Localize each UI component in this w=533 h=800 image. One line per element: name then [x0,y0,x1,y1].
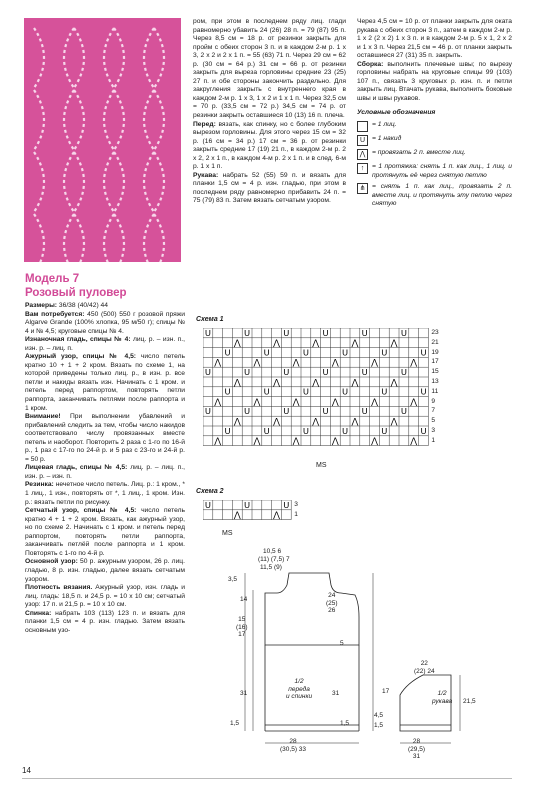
chart-symbol: ⋀ [253,435,261,446]
col2-paragraph [193,18,346,121]
paragraph-text: вязать, как спинку, но с более глубоким вырезом горловины. Для этого через 15 см = 32 р. (16 см = 34 р.) 17 см = 36 р. от резинки закрыть средние 17 (19) 21 п., в каждом 2-м р. 2 х 2, 2 х 1 п., в каждом 4-м р. 2 х 1 п. и в след. 6-м р. 1 х 1 п. [193,120,346,171]
paragraph-text: 50 р. ажурным узором, 26 р. лиц. гладью, 8 р. изн. гладью, далее вязать сетчатым узором. [25,558,185,583]
dim-top-3: 11,5 (9) [260,564,282,571]
dim-bottom: 28 (30,5) 33 [280,738,307,753]
yarn-over-icon: U [357,135,368,146]
col2-paragraph [193,172,346,206]
chart-symbol: U [322,328,329,338]
chart-symbol: U [420,347,427,358]
paragraph-label: Перед: [193,120,216,128]
chart-symbol: ⋀ [292,435,300,446]
chart-symbol: ⋀ [390,416,398,427]
chart-symbol: U [361,367,368,378]
paragraph-label: Сборка: [357,60,384,68]
legend-item [357,163,512,180]
paragraph-text: набрать 103 (113) 123 п. и вязать для планки 1,5 см = 4 р. изн. гладью. Затем вязать основным узо- [25,609,185,634]
chart-symbol: U [283,367,290,378]
row-number: 19 [431,348,439,356]
sleeve-bottom-dims: 28 (29,5) 31 [408,738,425,760]
chart-symbol: U [400,328,407,338]
chart-symbol: U [381,425,388,436]
schema-1-ms: MS [316,462,327,469]
dim-31-left: 31 [240,690,248,697]
dim-1-5-right: 1,5 [340,720,350,727]
chart-symbol: U [381,386,388,397]
row-number: 21 [431,338,439,346]
paragraph-text: число петель кратно 10 + 1 + 2 кром. Вязать по схеме 1, на которой приведены только лиц. р., в изн. р. все петли и накиды вязать изн. Начинать с 1 кром. и петель перед раппортом, повторять петли раппорта, заканчивать петлями после раппорта и 1 кром. [25,353,185,412]
col2-paragraph [193,121,346,172]
schema-2-chart [203,500,298,525]
chart-symbol: ⋀ [331,435,339,446]
col1-paragraph [25,584,185,610]
chart-symbol: ⋀ [390,337,398,348]
col1-paragraph [25,481,185,507]
chart-symbol: ⋀ [273,376,280,387]
paragraph-label: Сетчатый узор, спицы № 4,5: [25,507,137,515]
row-number: 1 [294,510,298,518]
chart-symbol: ⋀ [273,509,280,520]
col3-paragraph [357,18,512,61]
paragraph-label: Спинка: [25,609,52,617]
chart-symbol: ⋀ [292,396,300,407]
paragraph-text: лиц. р. – изн. п., изн. р. – лиц. п. [25,336,186,352]
chart-symbol: ⋀ [214,396,222,407]
chart-symbol: ⋀ [331,357,339,368]
col1-paragraph [25,413,185,464]
chart-symbol: U [400,406,407,417]
legend-item [357,135,512,146]
paragraph-text: 450 (500) 550 г розовой пряжи Algarve Grande (100% хлопка, 95 м/50 г); спицы № 4 и № 4,5; круговые спицы № 4. [25,310,185,335]
schema-2-ms: MS [222,530,233,537]
chart-symbol: U [361,406,368,417]
chart-symbol: ⋀ [233,337,241,348]
chart-symbol: U [420,425,427,436]
chart-symbol: ⋀ [351,337,359,348]
chart-symbol: U [381,347,388,358]
knitting-photo [24,18,181,262]
col1-paragraph [25,558,185,584]
chart-symbol: U [342,386,349,397]
chart-symbol: U [342,347,349,358]
front-back-label: 1/2 переда и спинки [286,678,313,700]
row-number: 13 [431,378,439,385]
chart-symbol: ⋀ [351,416,359,427]
chart-symbol: ⋀ [371,435,378,446]
col1-paragraph [25,507,185,558]
chart-symbol: U [342,425,349,436]
chart-symbol: U [204,406,211,417]
page-number: 14 [22,766,31,775]
chart-symbol: ⋀ [312,376,320,387]
chart-symbol: U [204,500,211,510]
chart-symbol: ⋀ [214,357,222,368]
schema-1-label: Схема 1 [196,316,224,323]
chart-symbol: ⋀ [331,396,339,407]
row-number: 5 [431,417,436,425]
legend-text: = снять 1 п. как лиц., провязать 2 п. вместе лиц. и протянуть эту петлю через снятую [372,183,512,208]
chart-symbol: U [283,328,290,338]
dim-15: 15 (16) 17 [236,616,248,638]
paragraph-text: Через 4,5 см = 10 р. от планки закрыть для оката рукава с обеих сторон 3 п., затем в каждом 2-м р. 1 х 2 (2 х 2) 1 х 3 п. и в каждом 2-м р. 5 х 1, 2 х 2 и 1 х 3 п. Через 21,5 см = 46 р. от планки закрыть оставшиеся 27 (31) 35 п. закрыть. [357,18,512,60]
chart-symbol: U [302,347,309,358]
up-arrow-icon: ↑ [357,163,368,174]
chart-symbol: ⋀ [253,357,261,368]
col3-paragraph [357,61,512,104]
schema-1-chart [203,328,435,458]
chart-symbol: U [283,406,290,417]
chart-symbol: U [224,425,231,436]
chart-symbol: U [244,500,251,510]
text-column-1 [25,302,185,635]
legend-text: = провязать 2 п. вместе лиц. [372,149,466,157]
chart-symbol: ⋀ [371,396,378,407]
sleeve-dim-1-5: 1,5 [374,722,384,729]
legend-text: = 1 накид [372,135,402,143]
chart-symbol: U [224,347,231,358]
empty-box-icon [357,121,368,132]
paragraph-text: Ажурный узор, изн. гладь и лиц. гладь: 18,5 п. и 24,5 р. = 10 х 10 см; сетчатый узор: 17 п. и 21,5 р. = 10 х 10 см. [25,584,185,609]
chart-symbol: ⋀ [410,357,418,368]
row-number: 7 [431,407,436,415]
chart-symbol: ⋀ [233,509,241,520]
chart-symbol: U [302,425,309,436]
chart-symbol: U [224,386,231,397]
chart-symbol: ⋀ [233,416,241,427]
footer-rule [22,778,512,779]
col1-paragraph [25,464,185,481]
chart-symbol: U [263,386,270,397]
chart-symbol: U [263,347,270,358]
paragraph-text: 36/38 (40/42) 44 [57,302,108,309]
col1-paragraph [25,610,185,636]
dim-24: 24 (25) 26 [326,592,338,614]
chart-symbol: U [361,328,368,338]
chart-symbol: ⋀ [410,396,418,407]
paragraph-label: Внимание! [25,413,61,421]
chart-symbol: U [322,367,329,378]
text-column-2 [193,18,346,206]
sk2p-icon: ⋔ [357,183,368,194]
text-column-3 [357,18,512,212]
chart-symbol: ⋀ [214,435,222,446]
legend-title: Условные обозначения [357,109,436,117]
sleeve-dim-21-5: 21,5 [463,698,476,705]
paragraph-text: лиц. р. – лиц. п., изн. р. – изн. п. [25,464,186,480]
row-number: 3 [431,427,436,434]
dim-top-1: 10,5 6 [263,548,282,555]
paragraph-text: ром, при этом в последнем ряду лиц. глади равномерно убавить 24 (26) 28 п. = 79 (87) 95 п. Через 8,5 см = 18 р. от резинки закрыть для пройм с обеих сторон 3 п. и в каждом 2-м р. 1 х 3, 2 х 2 и 2 х 1 п. = 55 (63) 71 п. Через 29 см = 62 р. (30 см = 64 р.) 31 см = 66 р. от резинки закрыть для выреза горловины средние 23 (25) 27 п. и обе стороны закончить раздельно. Для закругления закрыть с внутреннего края в каждом 2-м р. 1 х 3, 1 х 2 и 1 х 1 п. Через 32,5 см = 70 р. (33,5 см = 72 р.) 34,5 см = 74 р. от резинки закрыть оставшиеся 10 (13) 16 п. плеча. [193,18,346,120]
chart-symbol: U [322,406,329,417]
chart-symbol: ⋀ [273,416,280,427]
paragraph-label: Изнаночная гладь, спицы № 4: [25,336,131,344]
chart-symbol: U [263,425,270,436]
chart-symbol: ⋀ [390,376,398,387]
col1-paragraph [25,311,185,337]
legend-text: = 1 лиц. [372,121,397,129]
schema-2-label: Схема 2 [196,488,224,495]
sleeve-dim-4-5: 4,5 [374,712,384,719]
dim-1-5-left: 1,5 [230,720,240,727]
model-title [25,272,185,300]
legend-text: = 1 протяжка: снять 1 п. как лиц., 1 лиц. и протянуть её через снятую петлю [372,163,512,179]
model-number: Модель 7 [25,273,80,285]
row-number: 11 [431,387,439,395]
sleeve-top-dims: 22 (22) 24 [414,660,435,675]
chart-symbol: ⋀ [253,396,261,407]
paragraph-label: Рукава: [193,171,219,179]
row-number: 15 [431,368,439,376]
chart-symbol: U [302,386,309,397]
paragraph-label: Размеры: [25,302,58,309]
row-number: 1 [431,436,436,444]
paragraph-label: Плотность вязания. [25,584,93,592]
k2tog-icon: ⋀ [357,149,368,160]
body-outline [265,573,359,645]
chart-symbol: U [244,406,251,417]
paragraph-label: Вам потребуется: [25,310,85,318]
paragraph-text: нечетное число петель. Лиц. р.: 1 кром., * 1 лиц., 1 изн., повторять от *, 1 лиц., 1 кром. Изн. р.: вязать петли по рисунку. [25,481,185,506]
col1-paragraph [25,336,185,353]
sleeve-label: 1/2 рукава [432,690,453,705]
chart-symbol: U [204,328,211,338]
row-number: 9 [431,397,436,405]
paragraph-label: Ажурный узор, спицы № 4,5: [25,353,137,361]
dim-3-5: 3,5 [228,576,238,583]
legend-item [357,121,512,132]
paragraph-label: Резинка: [25,481,54,489]
col1-paragraph [25,353,185,413]
dim-31-right: 31 [332,690,340,697]
chart-symbol: ⋀ [233,376,241,387]
chart-symbol: U [400,367,407,378]
model-name: Розовый пуловер [25,287,127,299]
sleeve-dim-17: 17 [382,688,390,695]
dim-top-2: (11) (7,5) 7 [258,556,290,563]
chart-symbol: ⋀ [371,357,378,368]
chart-symbol: ⋀ [312,416,320,427]
chart-symbol: ⋀ [351,376,359,387]
chart-symbol: U [204,367,211,378]
row-number: 23 [431,329,439,336]
paragraph-text: число петель кратно 4 + 1 + 2 кром. Вязать, как ажурный узор, но по схеме 2. Начинать с 1 кром. и петель перед раппортом, повторять петли раппорта, заканчивать петлёй после раппорта и 1 кром. Повторять с 1-го по 4-й р. [25,507,185,557]
chart-symbol: ⋀ [273,337,280,348]
paragraph-label: Лицевая гладь, спицы № 4,5: [25,464,128,472]
col1-paragraph [25,302,185,311]
chart-symbol: ⋀ [410,435,418,446]
paragraph-text: выполнить плечевые швы; по вырезу горловины набрать на круговые спицы 99 (103) 107 п., связать 3 круговых р. изн. п. и петли закрыть лиц. Втачать рукава, выполнить боковые швы и швы рукавов. [357,60,512,102]
dim-14: 14 [240,596,248,603]
chart-symbol: U [244,328,251,338]
chart-symbol: ⋀ [292,357,300,368]
legend-item [357,183,512,209]
chart-symbol: U [283,500,290,510]
chart-symbol: ⋀ [312,337,320,348]
paragraph-text: набрать 52 (55) 59 п. и вязать для планки 1,5 см = 4 р. изн. гладью, при этом в последнем ряду равномерно прибавить 24 п. = 75 (79) 83 п. Затем вязать сетчатым узором. [193,171,346,205]
chart-symbol: U [420,386,427,397]
row-number: 3 [294,501,298,508]
legend-item [357,149,512,160]
chart-symbol: U [244,367,251,378]
row-number: 17 [431,358,439,366]
paragraph-text: При выполнении убавлений и прибавлений следить за тем, чтобы число накидов соответствовало числу провязанных вместе петель и наоборот. Повторить 2 раза с 1-го по 16-й р., 1 раз с 17-го по 24-й р. и 5 раз с 23-го и 24-й р. = 50 р. [25,413,185,463]
paragraph-label: Основной узор: [25,558,78,566]
legend [357,121,512,209]
pattern-diagram [225,545,525,765]
dim-5: 5 [340,640,344,647]
